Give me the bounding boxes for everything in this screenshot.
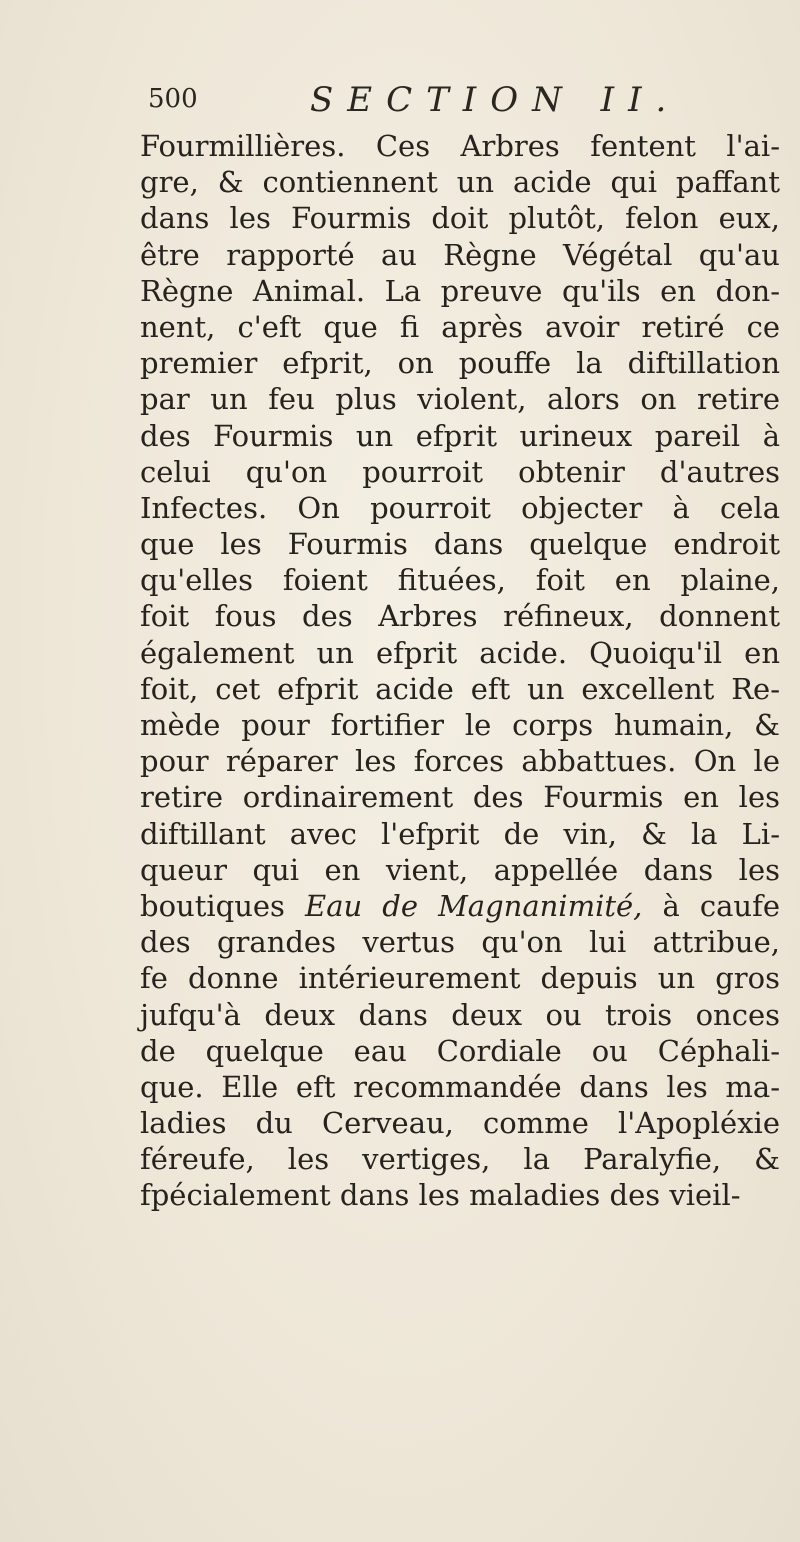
text-segment: à caufe: [642, 888, 780, 923]
text-line: nent, c'eft que fi après avoir retiré ce: [140, 309, 780, 344]
text-line: queur qui en vient, appellée dans les: [140, 852, 780, 887]
text-line: pour réparer les forces abbattues. On le: [140, 744, 780, 779]
text-line: jufqu'à deux dans deux ou trois onces: [140, 997, 780, 1032]
text-line: féreufe, les vertiges, la Paralyfie, &: [140, 1142, 780, 1177]
text-line: fpécialement dans les maladies des vieil-: [140, 1178, 741, 1213]
text-line: dans les Fourmis doit plutôt, felon eux,: [140, 201, 780, 236]
text-line: que les Fourmis dans quelque endroit: [140, 527, 780, 562]
text-line: celui qu'on pourroit obtenir d'autres: [140, 454, 780, 489]
text-segment: boutiques: [140, 888, 306, 923]
text-line: par un feu plus violent, alors on retire: [140, 382, 780, 417]
italic-title: Eau de Magnanimité,: [305, 888, 643, 923]
text-line: diftillant avec l'efprit de vin, & la Li-: [140, 816, 780, 851]
text-line: fe donne intérieurement depuis un gros: [140, 961, 780, 996]
running-head: SECTION II.: [310, 80, 681, 120]
text-line: de quelque eau Cordiale ou Céphali-: [140, 1033, 780, 1068]
text-line: que. Elle eft recommandée dans les ma-: [140, 1069, 780, 1104]
text-line: foit fous des Arbres réfineux, donnent: [140, 599, 780, 634]
text-line: des Fourmis un efprit urineux pareil à: [140, 418, 780, 453]
text-line: également un efprit acide. Quoiqu'il en: [140, 635, 780, 670]
text-line: mède pour fortifier le corps humain, &: [140, 708, 780, 742]
text-line: Fourmillières. Ces Arbres fentent l'ai-: [140, 129, 780, 163]
text-line: Règne Animal. La preuve qu'ils en don-: [140, 273, 780, 308]
text-line: retire ordinairement des Fourmis en les: [140, 780, 780, 815]
text-line: être rapporté au Règne Végétal qu'au: [140, 237, 780, 272]
text-line: qu'elles foient fituées, foit en plaine,: [140, 563, 780, 598]
page-header: [148, 80, 768, 124]
text-line: foit, cet efprit acide eft un excellent Re-: [140, 671, 780, 706]
text-line: gre, & contiennent un acide qui paffant: [140, 165, 780, 200]
text-line: ladies du Cerveau, comme l'Apopléxie: [140, 1106, 780, 1141]
text-line: des grandes vertus qu'on lui attribue,: [140, 925, 780, 960]
text-line: premier efprit, on pouffe la diftillation: [140, 346, 780, 381]
text-line: Infectes. On pourroit objecter à cela: [140, 490, 780, 525]
text-line-with-italic: [140, 888, 780, 924]
page-number: 500: [148, 84, 198, 114]
body-text: [140, 128, 780, 1214]
